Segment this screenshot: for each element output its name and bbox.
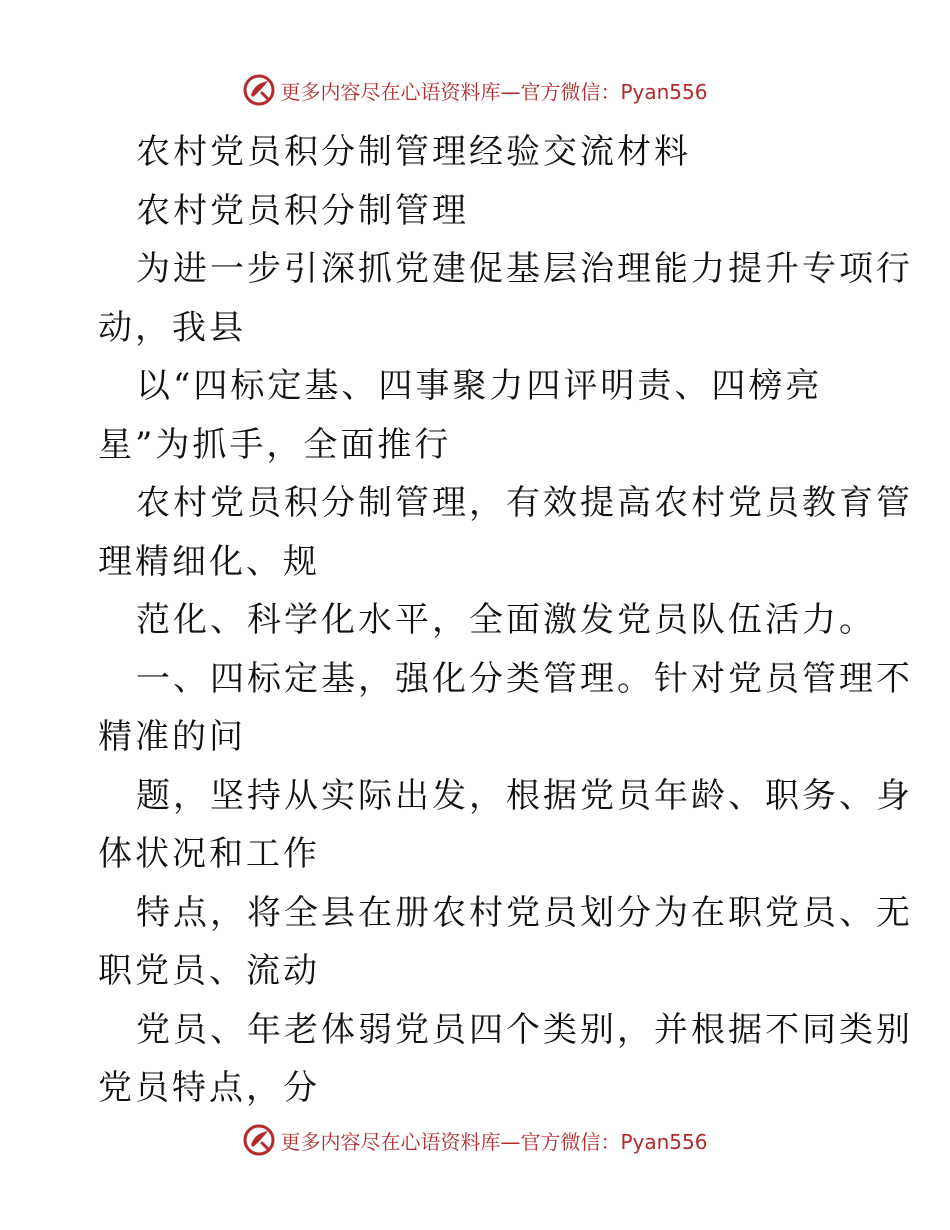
document-line: 体状况和工作	[98, 834, 320, 874]
document-body	[98, 123, 913, 1118]
document-line: 精准的问	[98, 717, 246, 757]
header-banner-text: 更多内容尽在心语资料库—官方微信：Pyan556	[280, 79, 708, 104]
document-line: 特点，将全县在册农村党员划分为在职党员、无	[136, 892, 913, 933]
document-line: 动，我县	[98, 307, 246, 348]
document-line: 农村党员积分制管理经验交流材料	[136, 132, 691, 172]
document-line: 题，坚持从实际出发，根据党员年龄、职务、身	[136, 775, 913, 816]
brand-logo-icon	[242, 1123, 276, 1157]
document-line: 以“四标定基、四事聚力四评明责、四榜亮	[136, 366, 823, 406]
footer-banner-text: 更多内容尽在心语资料库—官方微信：Pyan556	[280, 1129, 708, 1154]
footer-banner	[0, 1120, 950, 1160]
brand-logo-icon	[242, 73, 276, 107]
document-line: 农村党员积分制管理	[136, 190, 469, 231]
header-banner	[0, 70, 950, 110]
document-line: 星”为抓手，全面推行	[98, 424, 452, 465]
document-line: 职党员、流动	[98, 951, 320, 991]
document-line: 范化、科学化水平，全面激发党员队伍活力。	[136, 600, 876, 640]
document-line: 为进一步引深抓党建促基层治理能力提升专项行	[136, 249, 913, 289]
document-line: 一、四标定基，强化分类管理。针对党员管理不	[136, 658, 913, 699]
document-line: 农村党员积分制管理，有效提高农村党员教育管	[136, 483, 913, 523]
document-line: 理精细化、规	[98, 541, 320, 582]
document-line: 党员、年老体弱党员四个类别，并根据不同类别	[136, 1009, 913, 1050]
document-line: 党员特点，分	[98, 1068, 320, 1108]
